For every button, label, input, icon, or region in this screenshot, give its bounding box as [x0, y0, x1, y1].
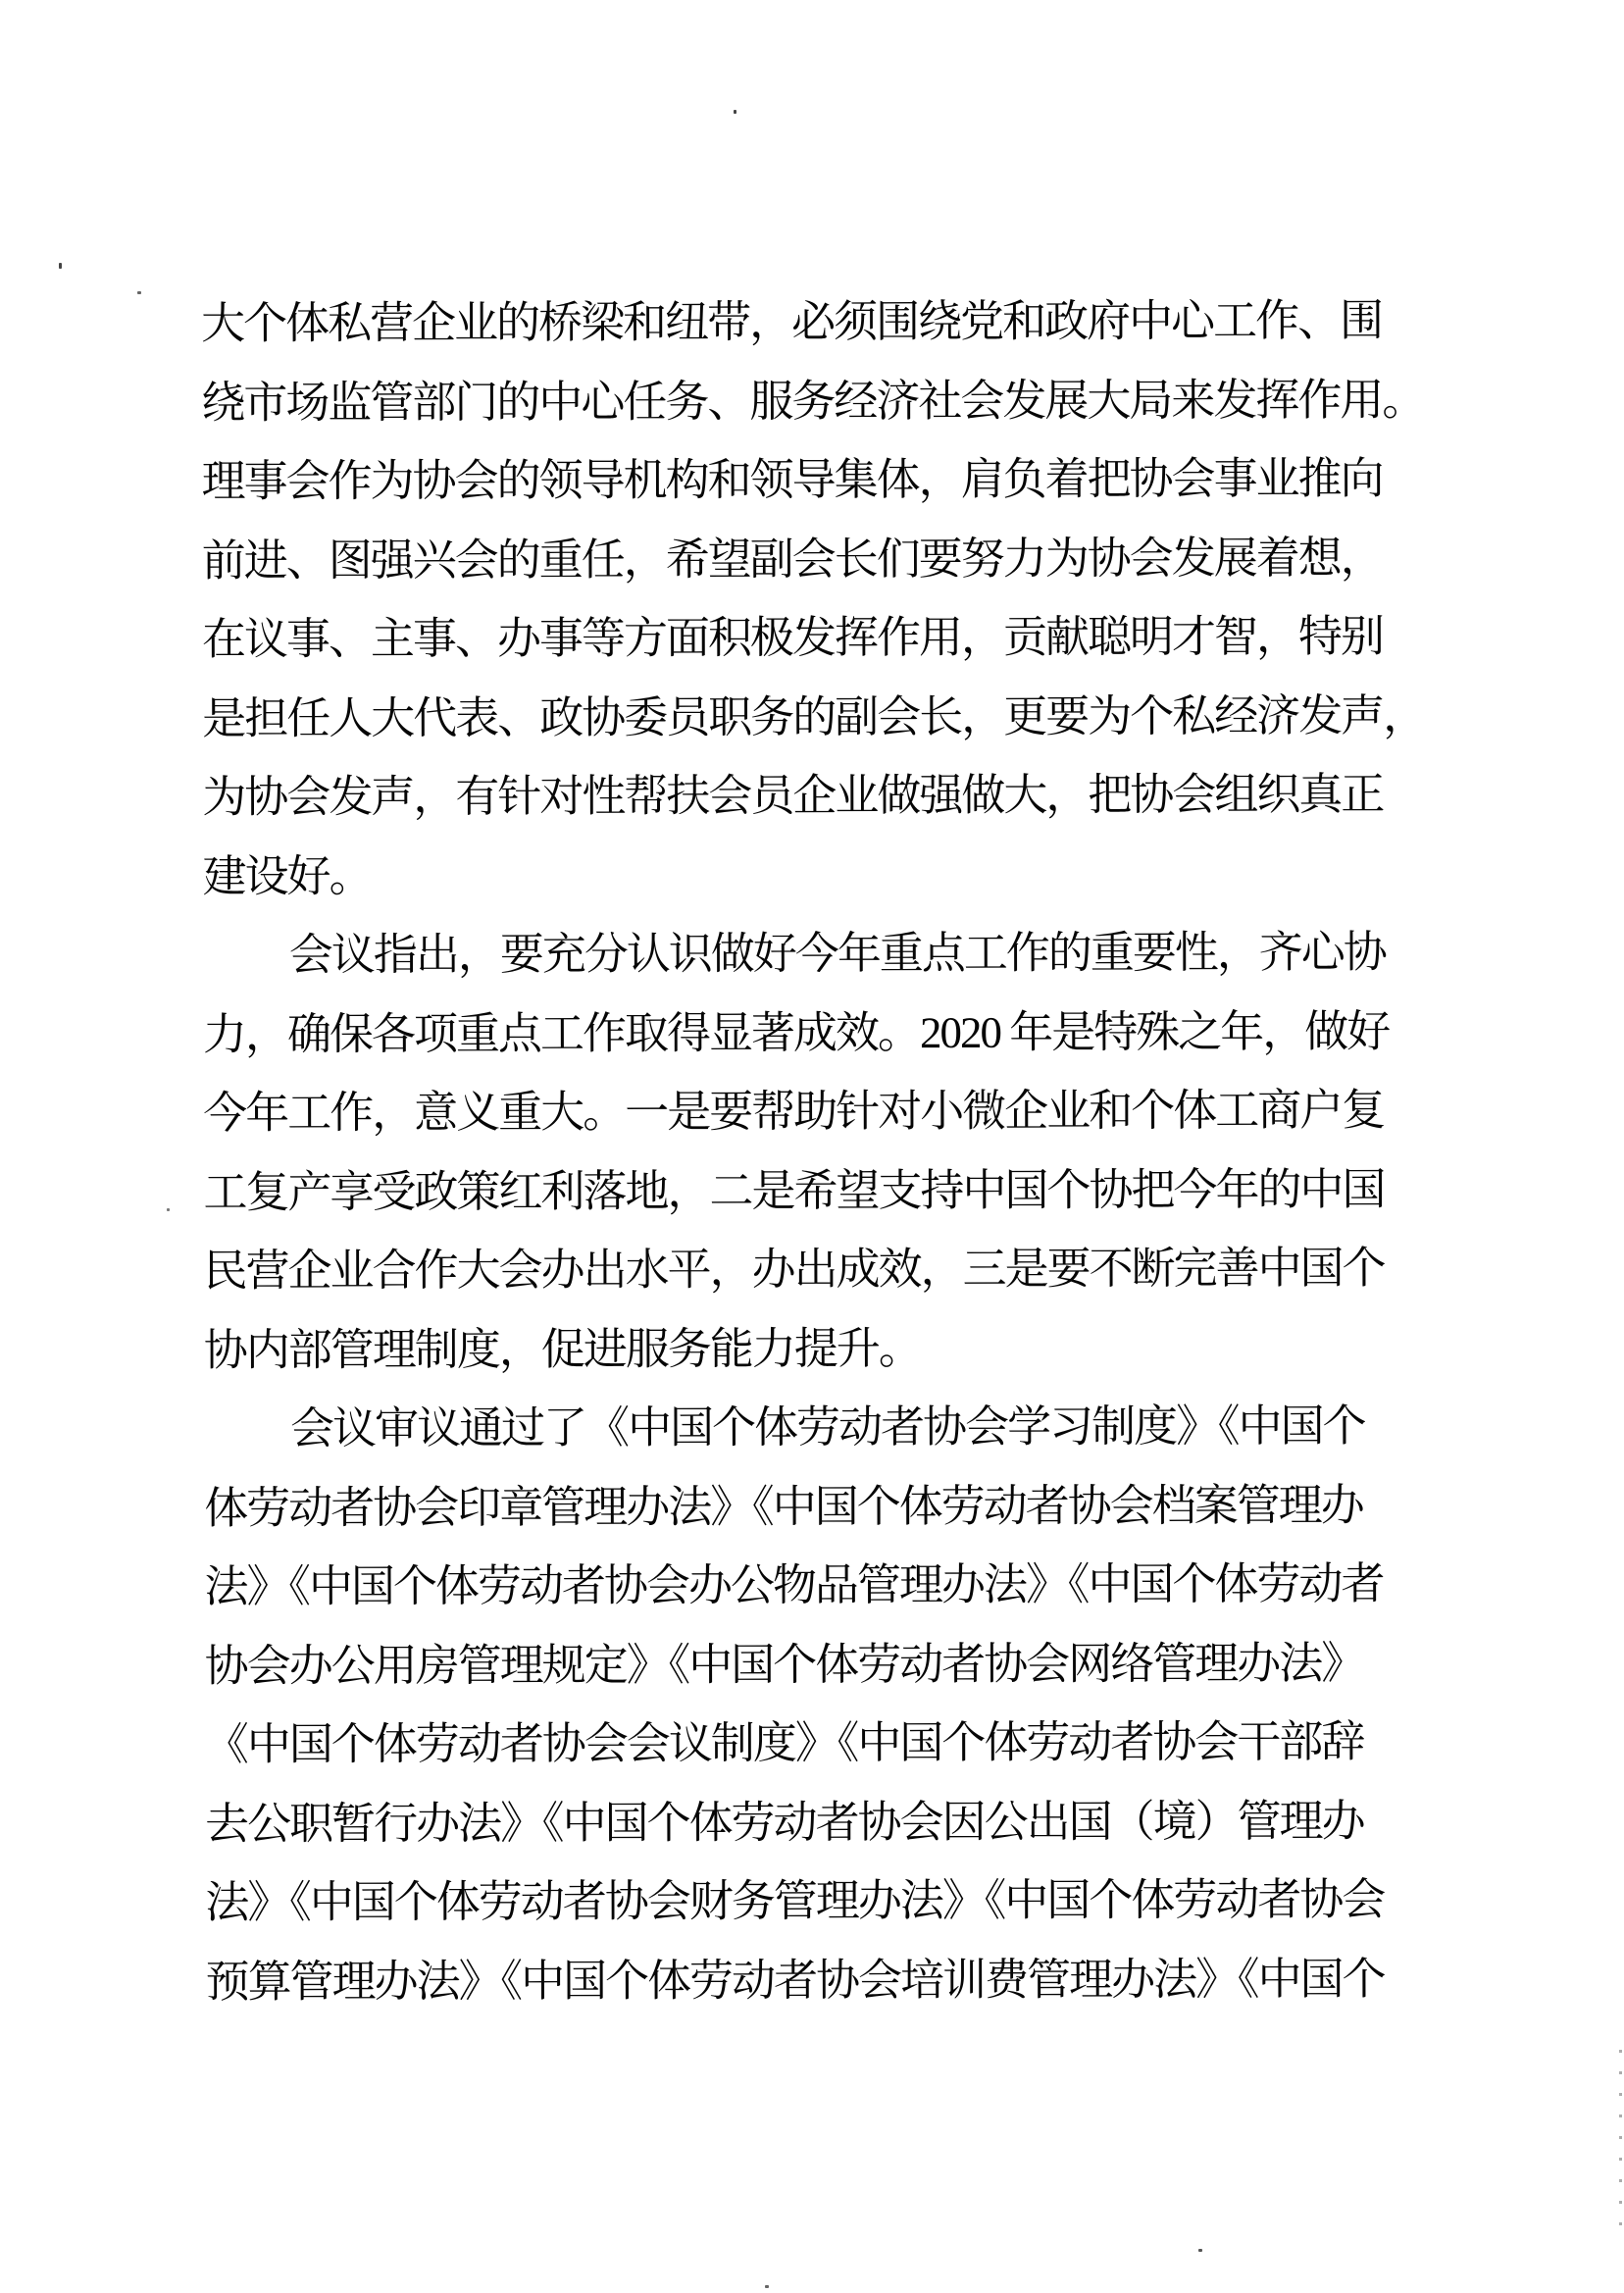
text-line-22: 预算管理办法》《中国个体劳动者协会培训费管理办法》《中国个: [205, 1954, 1385, 2007]
text-line-18: 协会办公用房管理规定》《中国个体劳动者协会网络管理办法》: [204, 1638, 1364, 1691]
scan-noise-speck: [765, 2285, 769, 2288]
text-line-12: 工复产享受政策红利落地，二是希望支持中国个协把今年的中国: [203, 1164, 1385, 1217]
text-line-15: 会议审议通过了《中国个体劳动者协会学习制度》《中国个: [289, 1401, 1365, 1453]
text-line-04: 前进、图强兴会的重任，希望副会长们要努力为协会发展着想，: [201, 533, 1383, 586]
scan-edge-noise: [1619, 2050, 1622, 2231]
text-line-19: 《中国个体劳动者协会会议制度》《中国个体劳动者协会干部辞: [204, 1716, 1364, 1769]
text-line-03: 理事会作为协会的领导机构和领导集体，肩负着把协会事业推向: [201, 453, 1383, 506]
scan-noise-speck: [734, 110, 736, 114]
scan-noise-speck: [59, 263, 62, 269]
scan-noise-speck: [137, 291, 141, 294]
scan-noise-speck: [1198, 2249, 1202, 2252]
document-text-block: [201, 281, 1451, 2021]
text-line-05: 在议事、主事、办事等方面积极发挥作用，贡献聪明才智，特别: [201, 611, 1384, 664]
text-line-01: 大个体私营企业的桥梁和纽带，必须围绕党和政府中心工作、围: [201, 295, 1383, 348]
text-line-14: 协内部管理制度，促进服务能力提升。: [203, 1323, 921, 1375]
text-line-13: 民营企业合作大会办出水平，办出成效，三是要不断完善中国个: [203, 1243, 1385, 1296]
text-line-16: 体劳动者协会印章管理办法》《中国个体劳动者协会档案管理办: [204, 1480, 1363, 1533]
text-line-17: 法》《中国个体劳动者协会办公物品管理办法》《中国个体劳动者: [204, 1558, 1384, 1611]
scan-noise-speck: [167, 1208, 170, 1211]
text-line-09: 会议指出，要充分认识做好今年重点工作的重要性，齐心协: [288, 927, 1386, 980]
text-line-06: 是担任人大代表、政协委员职务的副会长，更要为个私经济发声，: [202, 690, 1426, 743]
text-line-08: 建设好。: [202, 851, 372, 901]
text-line-20: 去公职暂行办法》《中国个体劳动者协会因公出国（境）管理办: [205, 1796, 1364, 1849]
text-line-21: 法》《中国个体劳动者协会财务管理办法》《中国个体劳动者协会: [205, 1874, 1385, 1927]
text-line-10: 力，确保各项重点工作取得显著成效。2020 年是特殊之年，做好: [202, 1006, 1390, 1059]
text-line-02: 绕市场监管部门的中心任务、服务经济社会发展大局来发挥作用。: [201, 375, 1425, 428]
text-line-11: 今年工作，意义重大。一是要帮助针对小微企业和个体工商户复: [203, 1085, 1385, 1138]
text-line-07: 为协会发声，有针对性帮扶会员企业做强做大，把协会组织真正: [202, 769, 1384, 822]
